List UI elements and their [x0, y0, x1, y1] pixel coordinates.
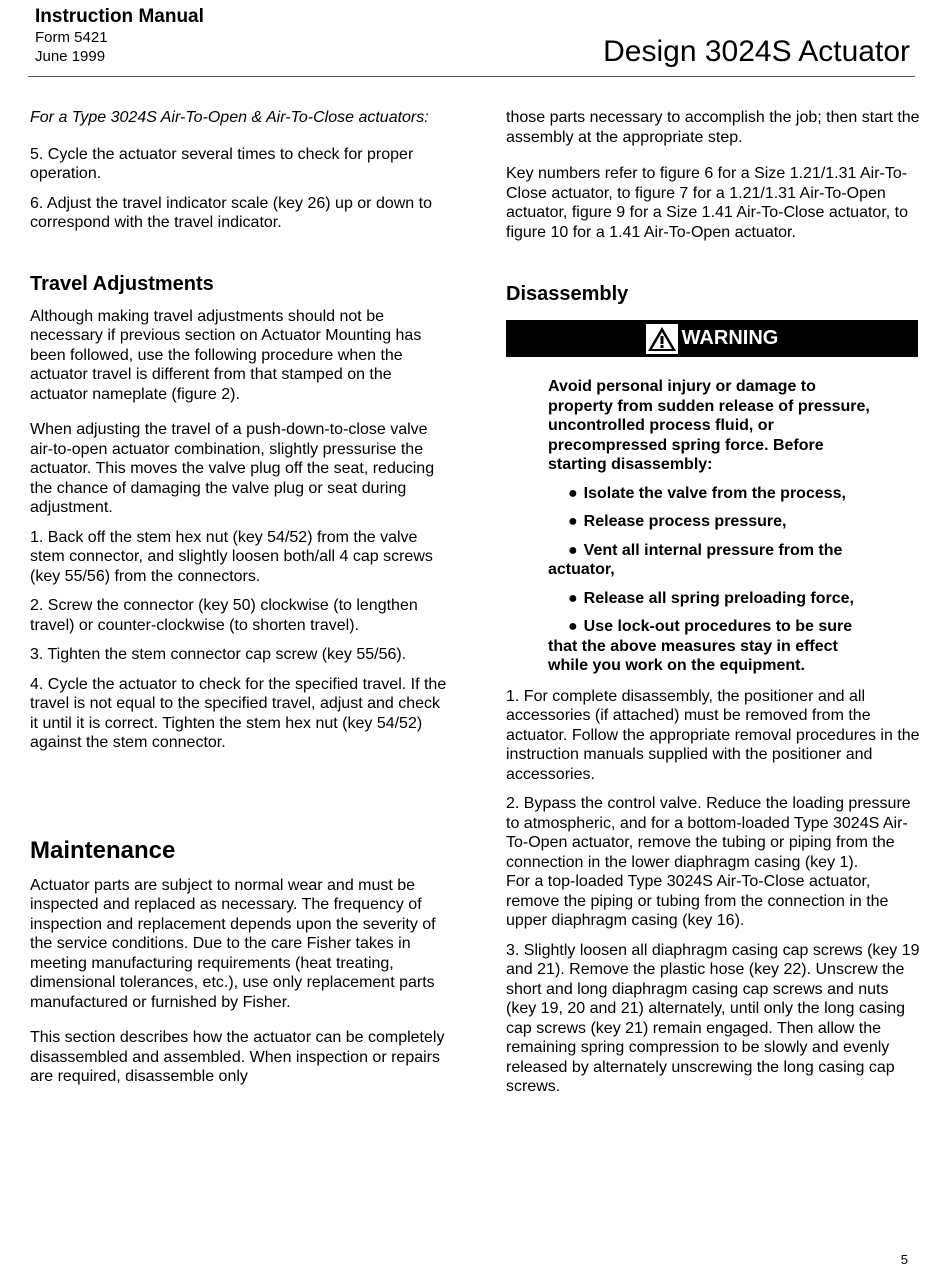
- product-title: Design 3024S Actuator: [603, 35, 910, 68]
- disassembly-heading: Disassembly: [506, 283, 629, 305]
- page-header-left: [35, 6, 204, 66]
- bullet-icon: ●: [568, 541, 578, 559]
- travel-step-2: 2. Screw the connector (key 50) clockwise (to lengthen travel) or counter-clockwise (to shorten travel).: [30, 597, 418, 634]
- step-6: 6. Adjust the travel indicator scale (key 26) up or down to correspond with the travel indicator.: [30, 194, 432, 231]
- disassembly-step-3: 3. Slightly loosen all diaphragm casing cap screws (key 19 and 21). Remove the plastic hose (key 22). Unscrew the short and long diaphragm casing cap screws and nuts (key 19, 20 and 21) alternately, until only the long casing cap screws (key 21) remain engaged. Then allow the remaining spring compression to be slowly and evenly released by alternately unscrewing the long casing cap screws.: [506, 941, 920, 1095]
- form-number: Form 5421: [35, 29, 108, 46]
- right-column: [506, 108, 920, 1097]
- step-5: 5. Cycle the actuator several times to check for proper operation.: [30, 145, 414, 182]
- left-column: [30, 108, 450, 1087]
- bullet-icon: ●: [568, 589, 578, 607]
- travel-paragraph-2: When adjusting the travel of a push-down-to-close valve air-to-open actuator combination, slightly pressurise the actuator. This moves the valve plug off the seat, reducing the chance of damaging the valve plug or seat during adjustment.: [30, 421, 435, 516]
- disassembly-step-2: 2. Bypass the control valve. Reduce the loading pressure to atmospheric, and for a bottom-loaded Type 3024S Air-To-Open actuator, remove the tubing or piping from the connection in the lower diaphragm casing (key 1).: [506, 795, 911, 871]
- page-number: 5: [900, 1252, 908, 1267]
- travel-step-1: 1. Back off the stem hex nut (key 54/52) from the valve stem connector, and slightly loosen both/all 4 cap screws (key 55/56) from the connectors.: [30, 528, 433, 585]
- warning-bullet-1: ● Isolate the valve from the process,: [568, 484, 846, 502]
- manual-title: Instruction Manual: [35, 6, 204, 27]
- warning-banner: [506, 320, 918, 357]
- intro-text: For a Type 3024S Air-To-Open & Air-To-Close actuators:: [30, 109, 429, 126]
- travel-step-3: 3. Tighten the stem connector cap screw (key 55/56).: [30, 646, 407, 663]
- maintenance-paragraph-1: Actuator parts are subject to normal wear and must be inspected and replaced as necessary. The frequency of inspection and replacement depends upon the severity of the service conditions. Due to the care Fisher takes in meeting manufacturing requirements (heat treating, dimensional tolerances, etc.), use only replacement parts manufactured or furnished by Fisher.: [30, 876, 436, 1011]
- header-divider: [28, 76, 915, 77]
- key-numbers-text: Key numbers refer to figure 6 for a Size 1.21/1.31 Air-To-Close actuator, to figure 7 for a 1.21/1.31 Air-To-Open actuator, figure 9 for a Size 1.41 Air-To-Close actuator, to figure 10 for a 1.41 Air-To-Open actuator.: [506, 165, 908, 241]
- maintenance-paragraph-2: This section describes how the actuator can be completely disassembled and assembled. When inspection or repairs are required, disassemble only: [30, 1029, 445, 1085]
- bullet-icon: ●: [568, 484, 578, 502]
- maintenance-heading: Maintenance: [30, 836, 176, 864]
- continued-text: those parts necessary to accomplish the job; then start the assembly at the appropriate step.: [506, 109, 920, 146]
- travel-step-4: 4. Cycle the actuator to check for the specified travel. If the travel is not equal to the specified travel, adjust and check it until it is correct. Tighten the stem hex nut (key 54/52) against the stem connector.: [30, 675, 447, 751]
- warning-bullet-4: ● Release all spring preloading force,: [568, 589, 854, 607]
- warning-label: WARNING: [681, 326, 779, 349]
- warning-bullet-5: ● Use lock-out procedures to be sure that the above measures stay in effect while you work on the equipment.: [548, 618, 853, 674]
- travel-adjustments-heading: Travel Adjustments: [30, 272, 214, 295]
- warning-bullet-3: ● Vent all internal pressure from the actuator,: [548, 541, 843, 578]
- warning-triangle-icon: [646, 324, 678, 354]
- bullet-icon: ●: [568, 618, 578, 635]
- disassembly-step-2-continued: For a top-loaded Type 3024S Air-To-Close actuator, remove the piping or tubing from the connection in the upper diaphragm casing (key 16).: [506, 873, 889, 929]
- disassembly-step-1: 1. For complete disassembly, the positioner and all accessories (if attached) must be removed from the actuator. Follow the appropriate removal procedures in the instruction manuals supplied with the positioner and accessories.: [506, 687, 920, 783]
- travel-paragraph-1: Although making travel adjustments should not be necessary if previous section on Actuator Mounting has been followed, use the following procedure when the actuator travel is different from that stamped on the actuator nameplate (figure 2).: [30, 307, 422, 403]
- publication-date: June 1999: [35, 48, 106, 65]
- warning-bullet-2: ● Release process pressure,: [568, 513, 787, 530]
- bullet-icon: ●: [568, 513, 578, 530]
- warning-text: Avoid personal injury or damage to property from sudden release of pressure, uncontrolled process fluid, or precompressed spring force. Before starting disassembly:: [548, 378, 870, 473]
- warning-content: [548, 377, 873, 676]
